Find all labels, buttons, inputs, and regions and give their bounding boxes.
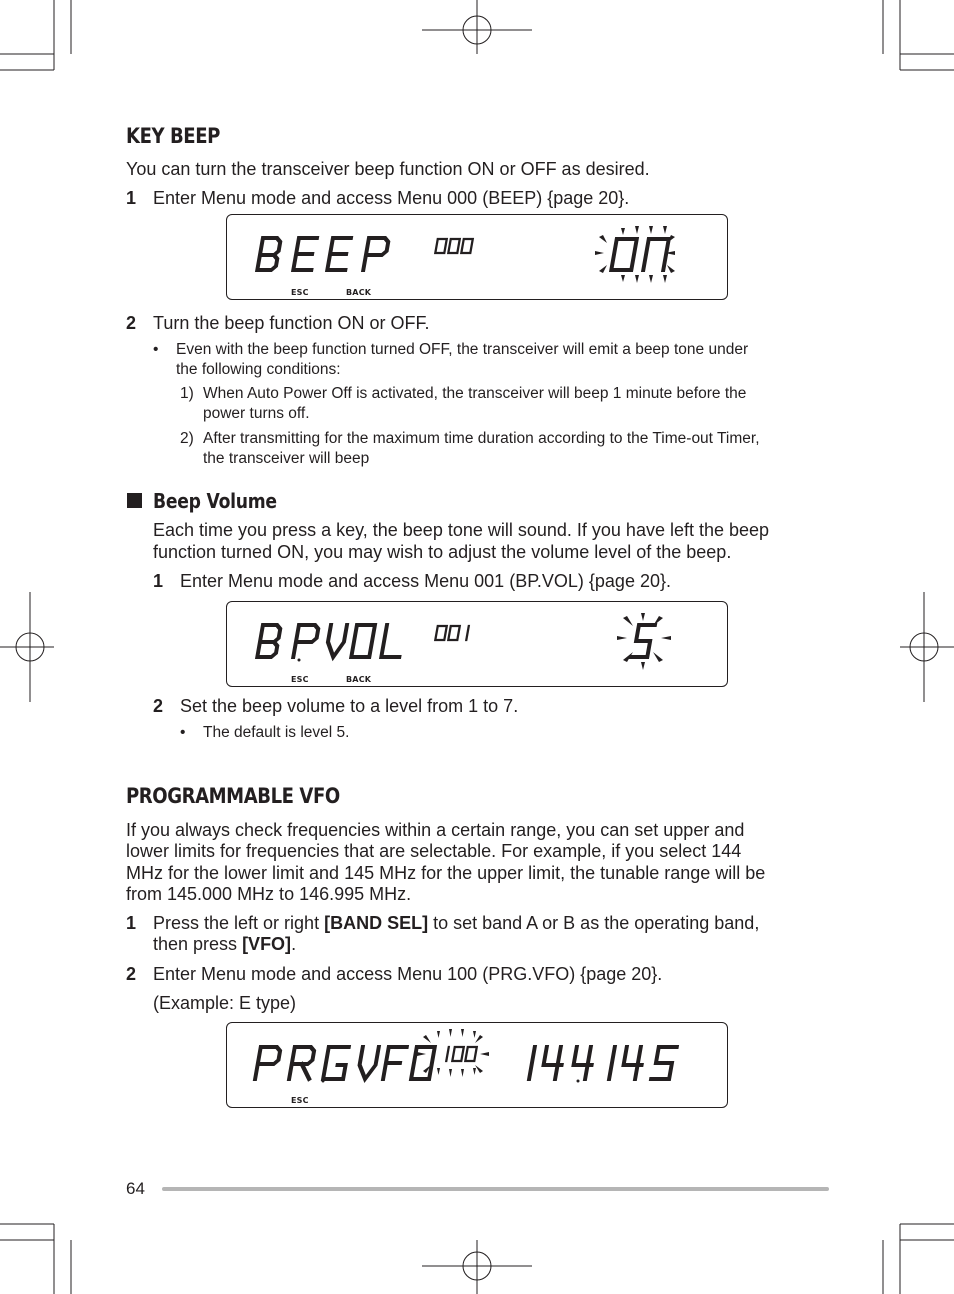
step-number: 1 <box>126 188 137 208</box>
footer-rule <box>162 1187 829 1191</box>
paragraph-line: Each time you press a key, the beep tone will sound. If you have left the beep <box>153 520 770 540</box>
step-text: Set the beep volume to a level from 1 to 7. <box>180 696 519 716</box>
note-line: Even with the beep function turned OFF, the transceiver will emit a beep tone under <box>176 341 749 358</box>
back-label: BACK <box>346 675 372 684</box>
condition-line: After transmitting for the maximum time duration according to the Time-out Timer, <box>203 430 760 447</box>
vfo-key: [VFO] <box>242 934 292 954</box>
step-text-part: Press the left or right <box>153 913 325 933</box>
condition-number: 1) <box>180 385 194 402</box>
step-text-part: then press <box>153 934 243 954</box>
condition-line: When Auto Power Off is activated, the transceiver will beep 1 minute before the <box>203 385 747 402</box>
band-sel-key: [BAND SEL] <box>324 913 429 933</box>
step-text-part: . <box>291 934 297 954</box>
paragraph-line: function turned ON, you may wish to adjust the volume level of the beep. <box>153 542 732 562</box>
condition-line: the transceiver will beep <box>203 450 370 467</box>
paragraph-line: lower limits for frequencies that are selectable. For example, if you select 144 <box>126 841 742 861</box>
key-beep-intro: You can turn the transceiver beep function ON or OFF as desired. <box>126 159 650 179</box>
step-text: Turn the beep function ON or OFF. <box>153 313 430 333</box>
esc-label: ESC <box>291 1096 309 1105</box>
step-number: 2 <box>126 313 137 333</box>
subsection-heading-beep-volume: Beep Volume <box>153 489 277 513</box>
esc-label: ESC <box>291 288 309 297</box>
step-text <box>153 913 759 934</box>
step-text <box>153 934 296 955</box>
bullet: • <box>180 724 186 741</box>
page-number: 64 <box>126 1179 145 1198</box>
lcd-display-beep <box>226 214 728 300</box>
step-number: 1 <box>126 913 137 933</box>
note-line: the following conditions: <box>176 361 341 378</box>
example-label: (Example: E type) <box>153 993 297 1013</box>
step-text: Enter Menu mode and access Menu 100 (PRG.VFO) {page 20}. <box>153 964 663 984</box>
section-heading-key-beep: KEY BEEP <box>126 124 220 148</box>
condition-number: 2) <box>180 430 194 447</box>
step-text-part: to set band A or B as the operating band, <box>428 913 760 933</box>
step-number: 2 <box>126 964 137 984</box>
lcd-segments-beep <box>227 215 727 299</box>
lcd-display-prgvfo <box>226 1022 728 1108</box>
paragraph-line: from 145.000 MHz to 146.995 MHz. <box>126 884 412 904</box>
step-number: 2 <box>153 696 164 716</box>
esc-label: ESC <box>291 675 309 684</box>
lcd-segments-prgvfo <box>227 1023 727 1107</box>
section-heading-programmable-vfo: PROGRAMMABLE VFO <box>126 784 340 808</box>
paragraph-line: MHz for the lower limit and 145 MHz for the upper limit, the tunable range will be <box>126 863 766 883</box>
lcd-segments-bpvol <box>227 602 727 686</box>
paragraph-line: If you always check frequencies within a certain range, you can set upper and <box>126 820 745 840</box>
step-text: Enter Menu mode and access Menu 000 (BEEP) {page 20}. <box>153 188 630 208</box>
step-text: Enter Menu mode and access Menu 001 (BP.VOL) {page 20}. <box>180 571 671 591</box>
step-number: 1 <box>153 571 164 591</box>
back-label: BACK <box>346 288 372 297</box>
section-square-icon <box>127 493 142 508</box>
note-line: The default is level 5. <box>203 724 350 741</box>
lcd-display-bpvol <box>226 601 728 687</box>
condition-line: power turns off. <box>203 405 310 422</box>
bullet: • <box>153 341 159 358</box>
